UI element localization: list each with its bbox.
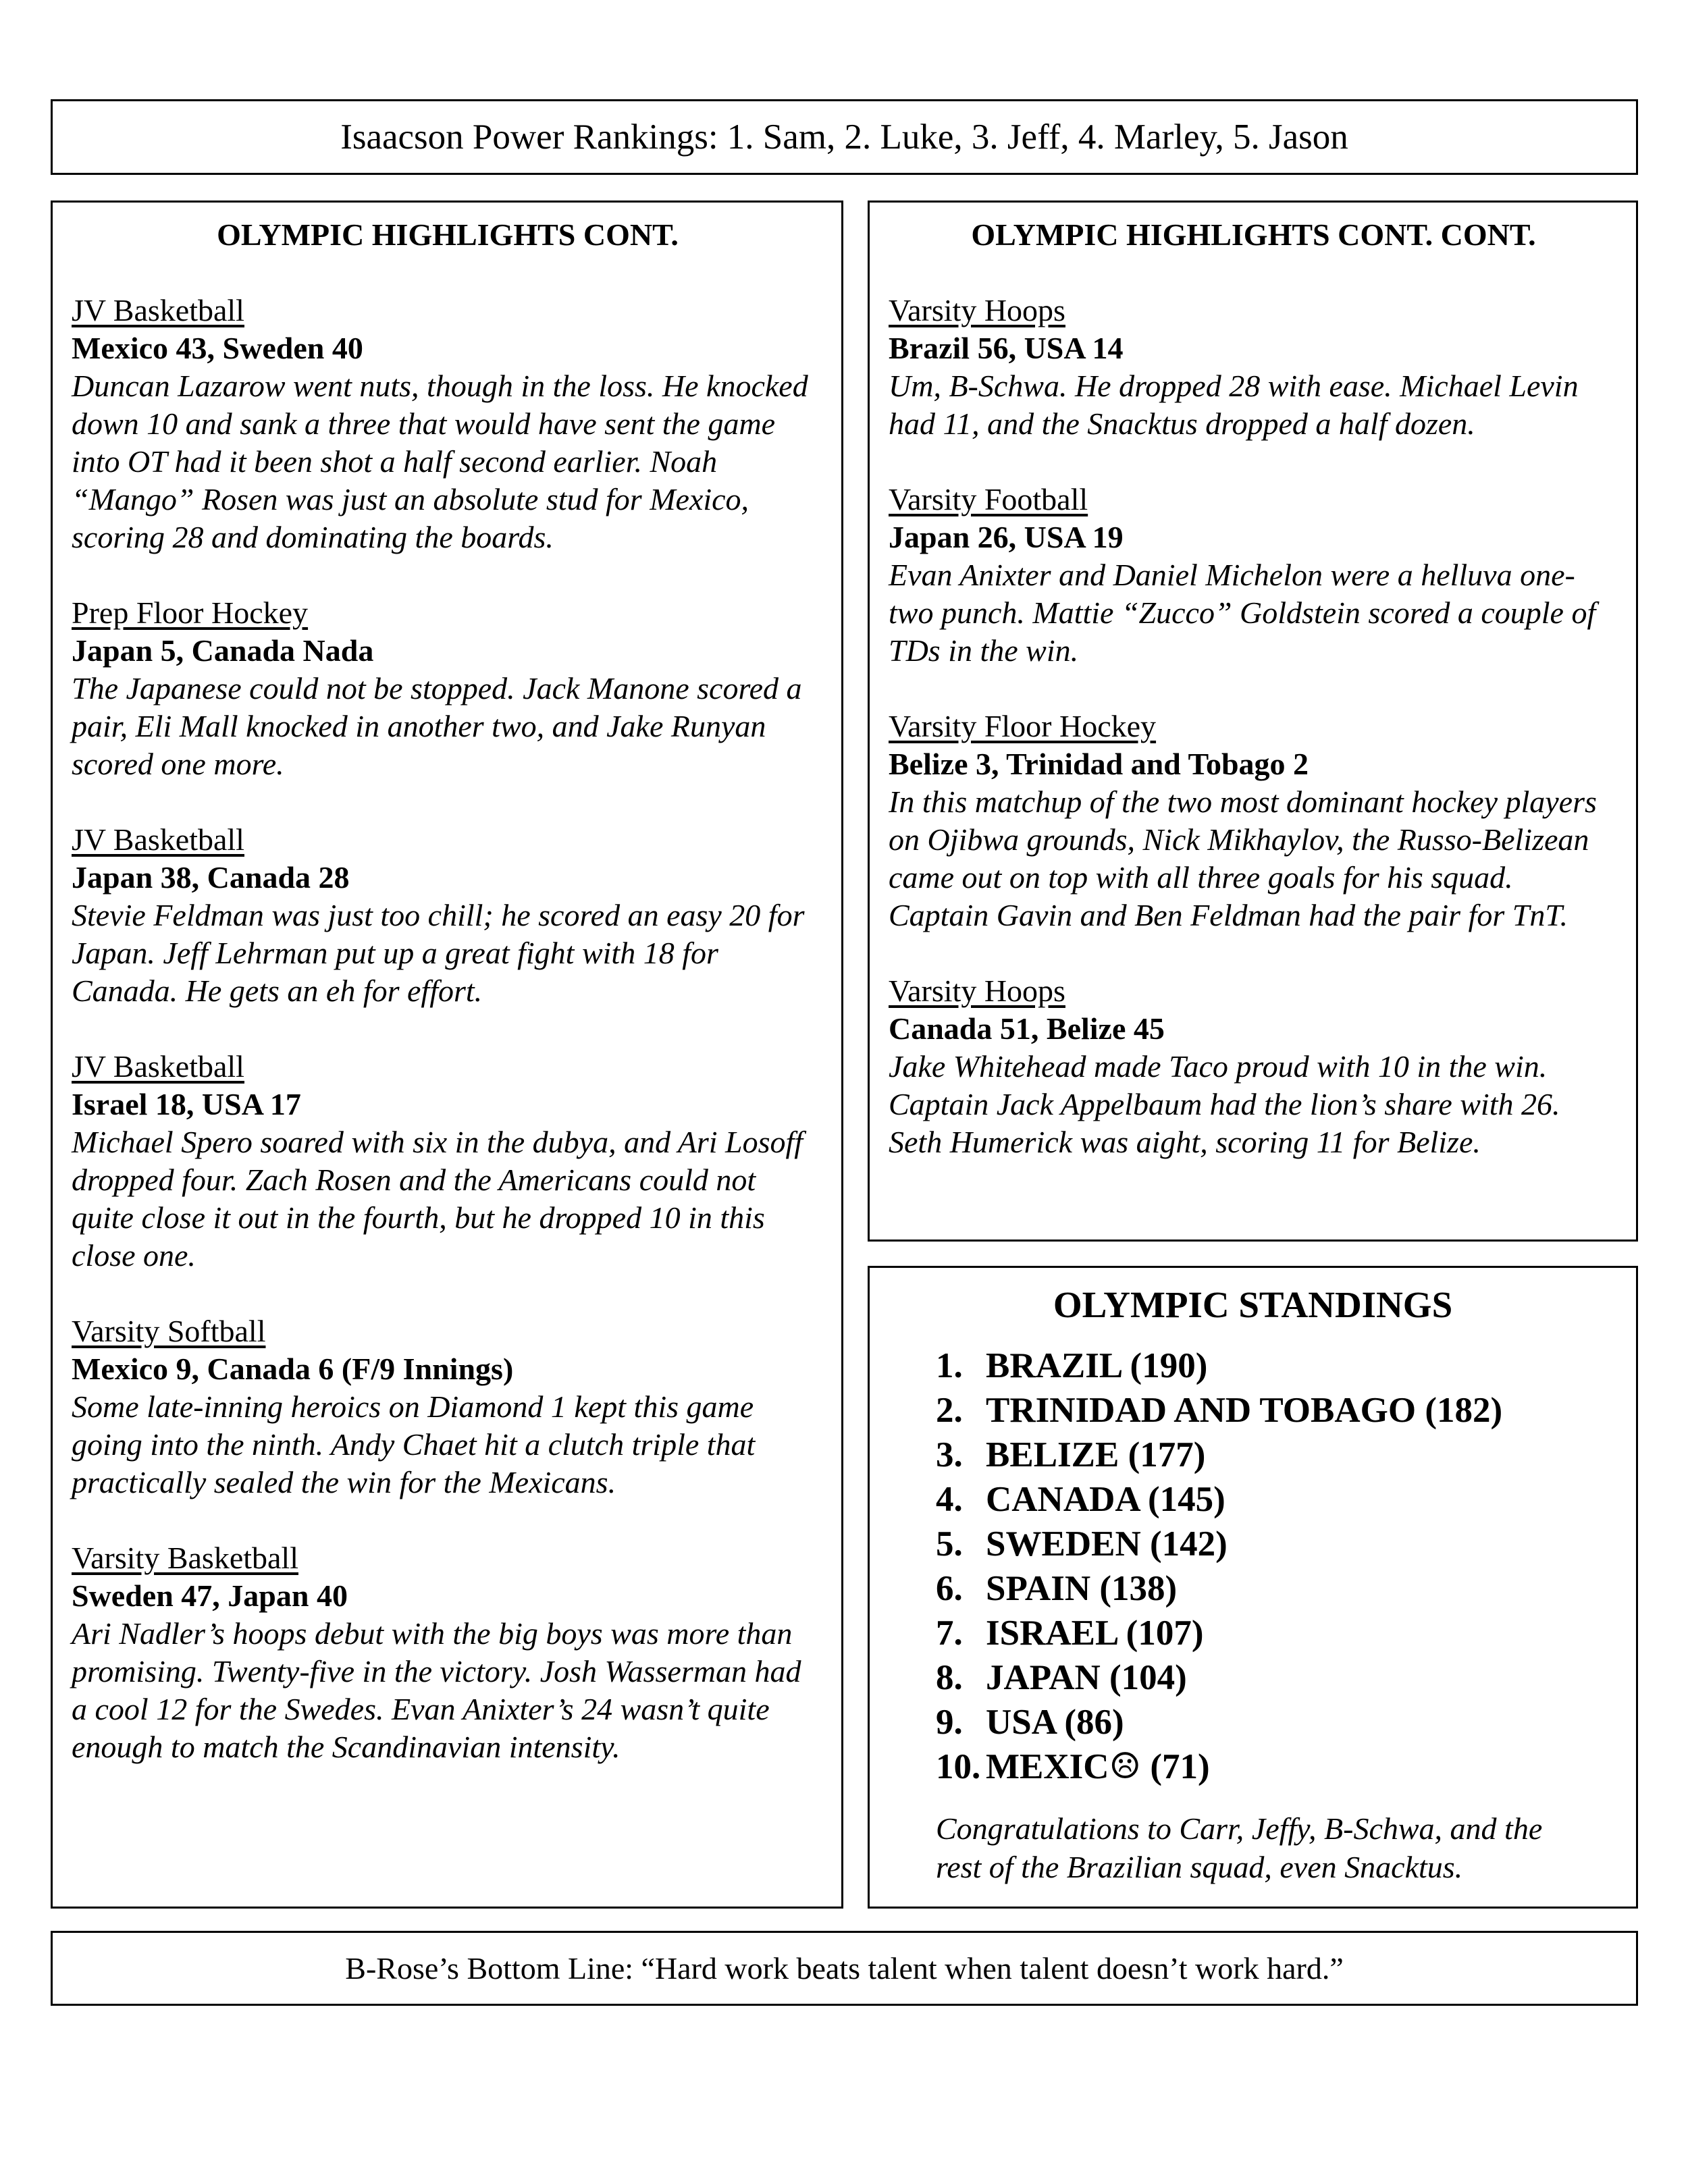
- standings-team: ISRAEL (107): [986, 1614, 1204, 1653]
- standings-title: OLYMPIC STANDINGS: [1053, 1284, 1453, 1325]
- standings-rank: 8.: [936, 1658, 963, 1697]
- standings-item: [936, 1744, 1595, 1789]
- game-entry: [72, 1539, 824, 1766]
- game-entry: [889, 481, 1618, 670]
- standings-rank: 10.: [936, 1747, 981, 1786]
- standings-item: [936, 1566, 1595, 1611]
- highlights-left-column: [51, 201, 843, 1909]
- game-description: Stevie Feldman was just too chill; he scored an easy 20 for Japan. Jeff Lehrman put up a great fight with 18 for Canada. He gets an eh for effort.: [72, 898, 805, 1008]
- game-score: Mexico 43, Sweden 40: [72, 331, 363, 365]
- standings-team: BELIZE (177): [986, 1435, 1206, 1474]
- game-score: Sweden 47, Japan 40: [72, 1578, 348, 1613]
- standings-team: TRINIDAD AND TOBAGO (182): [986, 1391, 1503, 1430]
- standings-item: [936, 1343, 1595, 1388]
- game-entry: [72, 1048, 824, 1275]
- standings-item: [936, 1388, 1595, 1433]
- game-description: Duncan Lazarow went nuts, though in the loss. He knocked down 10 and sank a three that would have sent the game into OT had it been shot a half second earlier. Noah “Mango” Rosen was just an absolute stud for Mexico, scoring 28 and dominating the boards.: [72, 369, 808, 554]
- game-description: Evan Anixter and Daniel Michelon were a helluva one-two punch. Mattie “Zucco” Goldstein scored a couple of TDs in the win.: [889, 558, 1596, 668]
- game-sport: Varsity Floor Hockey: [889, 709, 1157, 743]
- game-score: Japan 5, Canada Nada: [72, 633, 374, 668]
- standings-team: CANADA (145): [986, 1480, 1225, 1519]
- highlights-right-column: [868, 201, 1638, 1242]
- game-entry: [72, 292, 824, 556]
- game-score: Israel 18, USA 17: [72, 1087, 301, 1121]
- game-sport: Varsity Hoops: [889, 293, 1065, 327]
- game-score: Mexico 9, Canada 6 (F/9 Innings): [72, 1352, 514, 1386]
- standings-rank: 7.: [936, 1614, 963, 1653]
- game-sport: JV Basketball: [72, 293, 244, 327]
- standings-team: USA (86): [986, 1703, 1124, 1742]
- standings-rank: 1.: [936, 1346, 963, 1385]
- game-description: Jake Whitehead made Taco proud with 10 in the win. Captain Jack Appelbaum had the lion’s share with 26. Seth Humerick was aight, scoring 11 for Belize.: [889, 1049, 1560, 1159]
- standings-item: [936, 1522, 1595, 1566]
- olympic-standings-box: [868, 1266, 1638, 1909]
- standings-item: [936, 1655, 1595, 1700]
- standings-team: BRAZIL (190): [986, 1346, 1208, 1385]
- game-sport: Varsity Hoops: [889, 974, 1065, 1008]
- standings-rank: 5.: [936, 1524, 963, 1564]
- game-score: Japan 26, USA 19: [889, 520, 1124, 554]
- standings-list: [936, 1343, 1595, 1789]
- standings-item: [936, 1700, 1595, 1744]
- game-entry: [72, 821, 824, 1010]
- standings-team: SWEDEN (142): [986, 1524, 1228, 1564]
- left-column-title: OLYMPIC HIGHLIGHTS CONT.: [217, 217, 679, 252]
- game-sport: JV Basketball: [72, 822, 244, 857]
- standings-item: [936, 1433, 1595, 1477]
- standings-rank: 9.: [936, 1703, 963, 1742]
- standings-rank: 2.: [936, 1391, 963, 1430]
- game-description: The Japanese could not be stopped. Jack Manone scored a pair, Eli Mall knocked in another two, and Jake Runyan scored one more.: [72, 671, 802, 781]
- game-description: In this matchup of the two most dominant hockey players on Ojibwa grounds, Nick Mikhaylov, the Russo-Belizean came out on top with all three goals for his squad. Captain Gavin and Ben Feldman had the pair for TnT.: [889, 784, 1597, 932]
- standings-rank: 3.: [936, 1435, 963, 1474]
- bottom-line-box: [51, 1931, 1638, 2006]
- game-score: Japan 38, Canada 28: [72, 860, 350, 895]
- game-entry: [889, 292, 1618, 443]
- bottom-line-text: B-Rose’s Bottom Line: “Hard work beats talent when talent doesn’t work hard.”: [345, 1951, 1344, 1986]
- standings-item: [936, 1477, 1595, 1522]
- standings-rank: 6.: [936, 1569, 963, 1608]
- power-rankings-text: Isaacson Power Rankings: 1. Sam, 2. Luke, 3. Jeff, 4. Marley, 5. Jason: [340, 117, 1348, 157]
- game-score: Canada 51, Belize 45: [889, 1011, 1165, 1046]
- game-entry: [889, 972, 1618, 1161]
- standings-congrats: Congratulations to Carr, Jeffy, B-Schwa, and the rest of the Brazilian squad, even Snacktus.: [936, 1811, 1543, 1884]
- game-description: Some late-inning heroics on Diamond 1 kept this game going into the ninth. Andy Chaet hit a clutch triple that practically sealed the win for the Mexicans.: [72, 1389, 756, 1499]
- standings-team: JAPAN (104): [986, 1658, 1187, 1697]
- game-sport: Varsity Basketball: [72, 1541, 298, 1575]
- power-rankings-box: [51, 99, 1638, 175]
- game-entry: [889, 708, 1618, 934]
- standings-team: SPAIN (138): [986, 1569, 1178, 1608]
- game-description: Michael Spero soared with six in the dubya, and Ari Losoff dropped four. Zach Rosen and the Americans could not quite close it out in the fourth, but he dropped 10 in this close one.: [72, 1125, 803, 1273]
- game-sport: Prep Floor Hockey: [72, 595, 309, 630]
- game-sport: Varsity Football: [889, 482, 1088, 516]
- right-column-title: OLYMPIC HIGHLIGHTS CONT. CONT.: [971, 217, 1536, 252]
- standings-item: [936, 1611, 1595, 1655]
- game-description: Um, B-Schwa. He dropped 28 with ease. Michael Levin had 11, and the Snacktus dropped a half dozen.: [889, 369, 1579, 441]
- game-score: Belize 3, Trinidad and Tobago 2: [889, 747, 1309, 781]
- game-entry: [72, 1312, 824, 1501]
- game-sport: Varsity Softball: [72, 1314, 266, 1348]
- standings-rank: 4.: [936, 1480, 963, 1519]
- game-sport: JV Basketball: [72, 1049, 244, 1084]
- standings-team: MEXIC☹ (71): [986, 1747, 1210, 1786]
- game-score: Brazil 56, USA 14: [889, 331, 1124, 365]
- game-entry: [72, 594, 824, 783]
- game-description: Ari Nadler’s hoops debut with the big boys was more than promising. Twenty-five in the victory. Josh Wasserman had a cool 12 for the Swedes. Evan Anixter’s 24 wasn’t quite enough to match the Scandinavian intensity.: [72, 1616, 801, 1764]
